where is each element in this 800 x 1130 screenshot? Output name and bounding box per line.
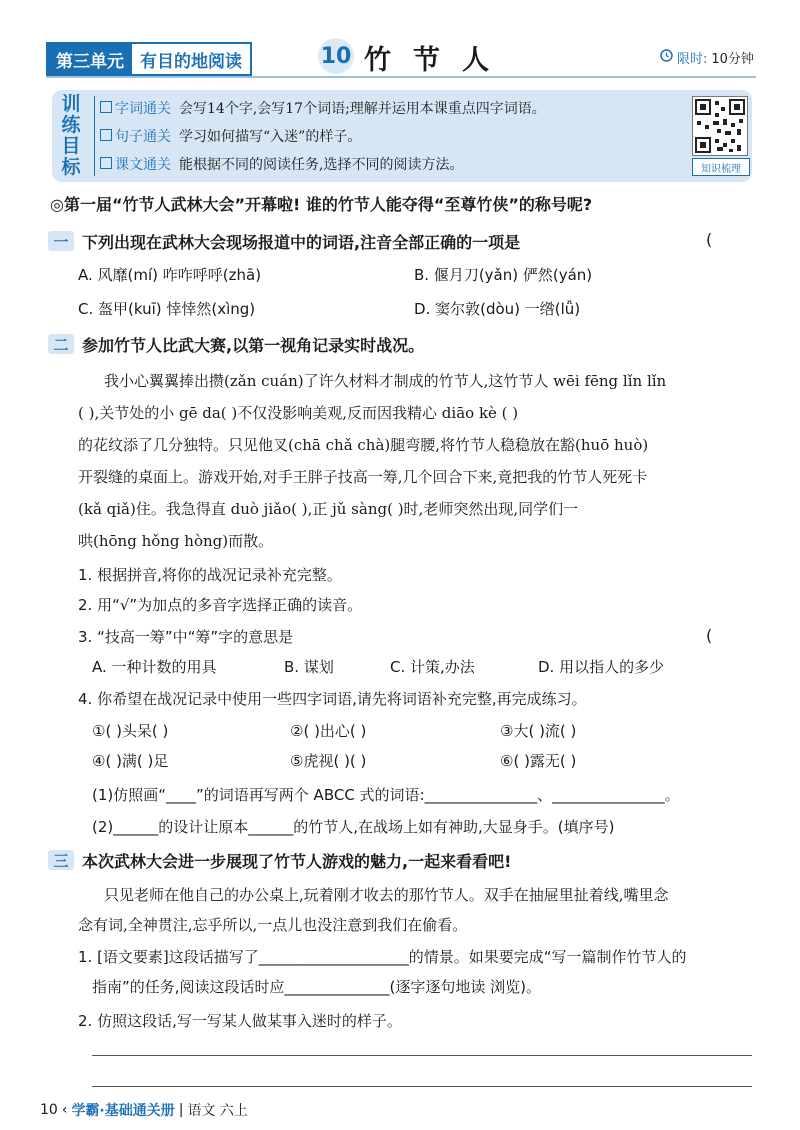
passage-line: ( ),关节处的小 gē da( )不仅没影响美观,反而因我精心 diāo kè ( ) xyxy=(78,404,519,422)
unit-theme: 有目的地阅读 xyxy=(132,44,250,74)
passage-line: 念有词,全神贯注,忘乎所以,一点儿也没注意到我们在偷看。 xyxy=(78,916,468,934)
goal-label-char: 训 xyxy=(61,93,81,115)
passage-line: 哄(hōng hǒng hòng)而散。 xyxy=(78,532,274,550)
option-d: D. 窦尔敦(dòu) 一绺(lǚ) xyxy=(414,300,581,318)
answer-line[interactable] xyxy=(92,1055,752,1056)
goal-item-text xyxy=(100,154,463,174)
clock-icon xyxy=(660,49,673,66)
question-4: 4. 你希望在战况记录中使用一些四字词语,请先将词语补充完整,再完成练习。 xyxy=(78,690,587,708)
passage-line: 的花纹添了几分独特。只见他叉(chā chǎ chà)腿弯腰,将竹节人稳稳放在豁(huō huò) xyxy=(78,436,649,454)
q3-option-c: C. 计策,办法 xyxy=(390,658,475,676)
unit-label: 第三单元 xyxy=(48,44,132,74)
q3-option-b: B. 谋划 xyxy=(284,658,334,676)
lesson-number: 10 xyxy=(318,38,354,74)
goals-divider xyxy=(94,96,95,176)
page-footer xyxy=(40,1100,248,1120)
sub-question-2[interactable]: (2)______的设计让原本______的竹节人,在战场上如有神助,大显身手。(填序号) xyxy=(92,818,615,836)
time-limit-label: 限时: xyxy=(677,52,708,67)
answer-paren: ( xyxy=(706,626,713,645)
footer-subject: 语文 六上 xyxy=(187,1103,248,1119)
goal-item-words xyxy=(100,98,546,118)
sub-question-1[interactable]: (1)仿照画“____”的词语再写两个 ABCC 式的词语:_______________、_______________。 xyxy=(92,786,680,804)
answer-paren: ( xyxy=(706,230,713,249)
goal-label-char: 标 xyxy=(61,156,81,178)
section-title: 本次武林大会进一步展现了竹节人游戏的魅力,一起来看看吧! xyxy=(82,852,512,871)
question-1: 1. 根据拼音,将你的战况记录补充完整。 xyxy=(78,566,342,584)
answer-line[interactable] xyxy=(92,1086,752,1087)
section-number: 二 xyxy=(48,334,74,354)
goal-name: 句子通关 xyxy=(115,129,171,145)
question-2: 2. 用“√”为加点的多音字选择正确的读音。 xyxy=(78,596,363,614)
option-a: A. 风靡(mí) 咋咋呼呼(zhā) xyxy=(78,266,262,284)
checkbox-icon[interactable] xyxy=(100,129,112,141)
idiom-blank[interactable]: ③大( )流( ) xyxy=(500,722,577,740)
goal-desc: 能根据不同的阅读任务,选择不同的阅读方法。 xyxy=(179,157,464,173)
goal-name: 课文通关 xyxy=(115,157,171,173)
section-title: 参加竹节人比武大赛,以第一视角记录实时战况。 xyxy=(82,336,425,355)
question-2: 2. 仿照这段话,写一写某人做某事入迷时的样子。 xyxy=(78,1012,402,1030)
goal-desc: 学习如何描写“入迷”的样子。 xyxy=(179,129,362,145)
lesson-title: 竹节人 xyxy=(364,45,511,76)
intro-line: ◎第一届“竹节人武林大会”开幕啦! 谁的竹节人能夺得“至尊竹侠”的称号呢? xyxy=(50,195,593,214)
idiom-blank[interactable]: ②( )出心( ) xyxy=(290,722,367,740)
idiom-blank[interactable]: ⑤虎视( )( ) xyxy=(290,752,367,770)
page-number: 10 xyxy=(40,1102,58,1118)
goal-desc: 会写14个字,会写17个词语;理解并运用本课重点四字词语。 xyxy=(179,101,546,117)
header-divider xyxy=(46,76,756,78)
q3-option-a: A. 一种计数的用具 xyxy=(92,658,217,676)
training-goals-label xyxy=(58,94,84,178)
question-1-cont[interactable]: 指南”的任务,阅读这段话时应______________(逐字逐句地读 浏览)。 xyxy=(92,978,542,996)
passage-line: 我小心翼翼捧出攒(zǎn cuán)了许久材料才制成的竹节人,这竹节人 wēi fēng lǐn lǐn xyxy=(104,372,667,390)
unit-badge xyxy=(46,42,252,76)
time-limit xyxy=(660,48,754,67)
question-1[interactable]: 1. [语文要素]这段话描写了____________________的情景。如果要完成“写一篇制作竹节人的 xyxy=(78,948,687,966)
footer-separator: | xyxy=(178,1102,184,1118)
option-c: C. 盔甲(kuī) 悻悻然(xìng) xyxy=(78,300,256,318)
time-limit-value: 10分钟 xyxy=(711,52,754,67)
option-b: B. 偃月刀(yǎn) 俨然(yán) xyxy=(414,266,593,284)
checkbox-icon[interactable] xyxy=(100,157,112,169)
question-3: 3. “技高一筹”中“筹”字的意思是 xyxy=(78,628,294,646)
section-number: 一 xyxy=(48,231,74,251)
passage-line: 只见老师在他自己的办公桌上,玩着刚才收去的那竹节人。双手在抽屉里扯着线,嘴里念 xyxy=(104,886,669,904)
goal-label-char: 目 xyxy=(61,135,81,157)
chevron-left-icon: ‹ xyxy=(61,1102,68,1118)
checkbox-icon[interactable] xyxy=(100,101,112,113)
goal-name: 字词通关 xyxy=(115,101,171,117)
qr-code-icon[interactable] xyxy=(692,96,748,156)
goal-item-sentences xyxy=(100,126,361,146)
passage-line: 开裂缝的桌面上。游戏开始,对手王胖子技高一筹,几个回合下来,竟把我的竹节人死死卡 xyxy=(78,468,648,486)
footer-brand: 学霸·基础通关册 xyxy=(71,1103,175,1119)
passage-line: (kǎ qiǎ)住。我急得直 duò jiǎo( ),正 jǔ sàng( )时,老师突然出现,同学们一 xyxy=(78,500,579,518)
section-title: 下列出现在武林大会现场报道中的词语,注音全部正确的一项是 xyxy=(82,233,521,252)
knowledge-summary-label[interactable]: 知识梳理 xyxy=(692,158,750,176)
goal-label-char: 练 xyxy=(61,114,81,136)
q3-option-d: D. 用以指人的多少 xyxy=(538,658,665,676)
section-number: 三 xyxy=(48,850,74,870)
idiom-blank[interactable]: ⑥( )露无( ) xyxy=(500,752,577,770)
idiom-blank[interactable]: ④( )满( )足 xyxy=(92,752,169,770)
idiom-blank[interactable]: ①( )头呆( ) xyxy=(92,722,169,740)
